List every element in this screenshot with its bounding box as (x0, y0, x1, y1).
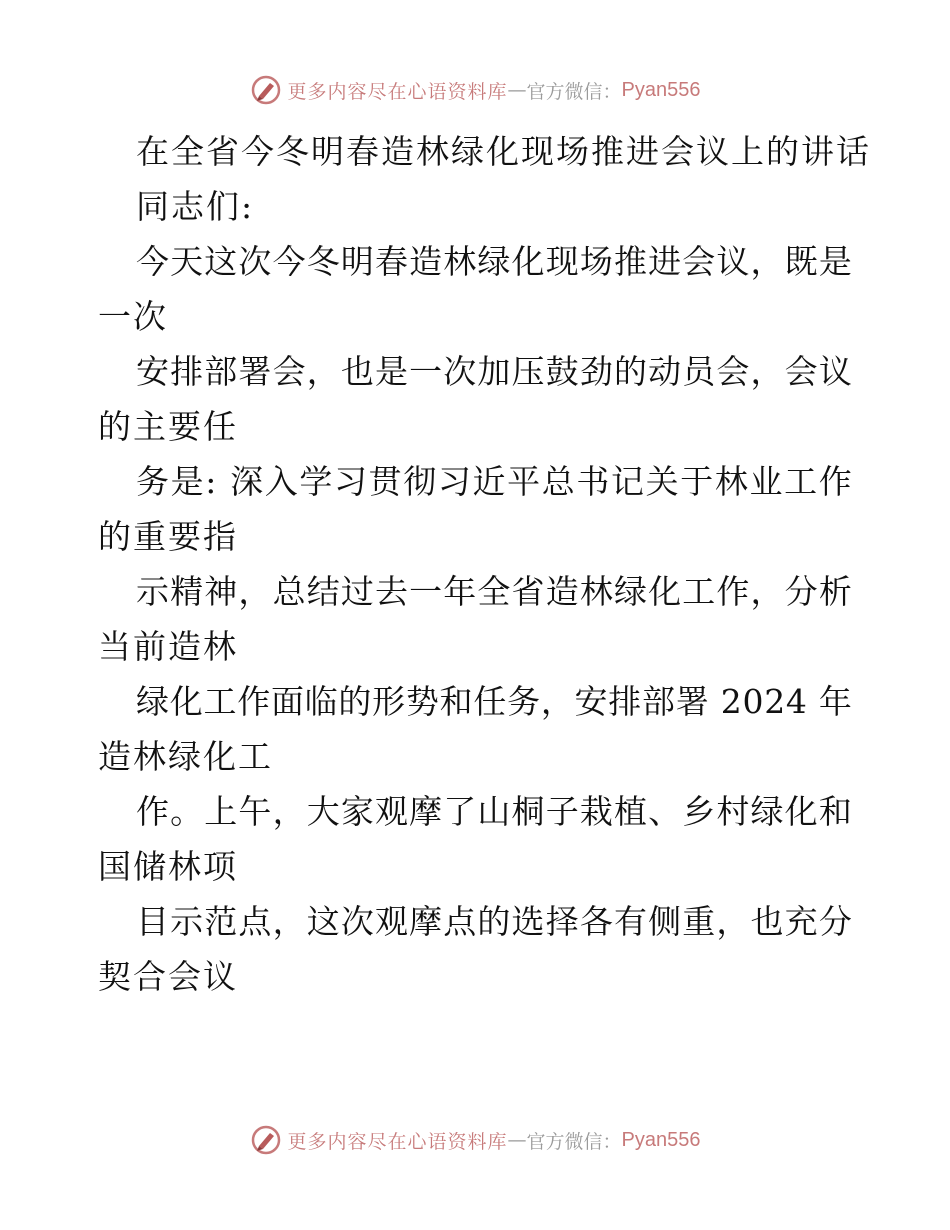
text-char: 神 (204, 572, 238, 611)
text-char: 范 (204, 902, 238, 941)
text-char: 去 (374, 572, 408, 611)
text-char: 的 (338, 682, 372, 721)
text-char: 次 (238, 242, 272, 281)
header-banner (0, 70, 950, 110)
text-char: 次 (443, 352, 477, 391)
text-char: 业 (749, 462, 783, 501)
text-char: 这 (204, 242, 238, 281)
text-char: 观 (374, 792, 408, 831)
text-char: 子 (545, 792, 579, 831)
text-char: ， (750, 352, 784, 391)
text-char: 鼓 (545, 352, 579, 391)
text-char: 作 (237, 682, 271, 721)
text-char: 家 (340, 792, 374, 831)
text-char: 摩 (409, 902, 443, 941)
text-char: 务 (136, 462, 169, 501)
banner-separator: — (507, 79, 527, 101)
paragraph-line (98, 784, 852, 839)
text-char: 场 (579, 242, 613, 281)
text-char: 绿 (477, 242, 511, 281)
text-char: ， (750, 572, 784, 611)
paragraph-line: 造林绿化工 (98, 737, 273, 776)
text-char: ， (540, 682, 574, 721)
text-char: 精 (170, 572, 204, 611)
text-char: 分 (818, 902, 852, 941)
text-char: 也 (750, 902, 784, 941)
text-char: 全 (477, 572, 511, 611)
paragraph-line: 国储林项 (98, 847, 238, 886)
text-char: 析 (818, 572, 852, 611)
text-char: 习 (437, 462, 471, 501)
banner-wechat-label: 官方微信： (526, 80, 622, 103)
text-char: 春 (374, 242, 408, 281)
text-char: 化 (511, 242, 545, 281)
text-char: 侧 (648, 902, 682, 941)
text-char: 大 (306, 792, 340, 831)
logo-icon (250, 74, 282, 106)
paragraph-line: 的主要任 (98, 407, 238, 446)
paragraph-line (98, 234, 852, 289)
banner-wechat-id: Pyan556 (621, 78, 701, 101)
text-char: 上 (204, 792, 238, 831)
paragraph-line (98, 344, 852, 399)
text-char: 这 (306, 902, 340, 941)
text-char: 彻 (403, 462, 437, 501)
text-char: 4 (785, 682, 807, 721)
text-char: 和 (818, 792, 852, 831)
text-char: 目 (136, 902, 169, 941)
paragraph-line (98, 894, 852, 949)
text-char: 工 (682, 572, 716, 611)
paragraph-line: 契合会议 (98, 957, 238, 996)
text-char: 充 (784, 902, 818, 941)
text-char: 年 (818, 682, 852, 721)
text-char: 既 (784, 242, 818, 281)
text-char: 点 (238, 902, 272, 941)
text-char: 作 (818, 462, 852, 501)
text-char: 员 (682, 352, 716, 391)
paragraph-line (98, 564, 852, 619)
text-char: ， (750, 242, 784, 281)
text-char: 工 (203, 682, 237, 721)
text-char: 关 (645, 462, 679, 501)
text-char: 示 (136, 572, 169, 611)
text-char: 选 (511, 902, 545, 941)
text-char: 深 (230, 462, 264, 501)
text-char: 今 (136, 242, 169, 281)
text-char: 部 (642, 682, 676, 721)
text-char: 乡 (682, 792, 716, 831)
text-char: 部 (204, 352, 238, 391)
text-char: 次 (340, 902, 374, 941)
text-char: 平 (507, 462, 541, 501)
text-char: 午 (238, 792, 272, 831)
text-char: 贯 (368, 462, 402, 501)
text-char: 绿 (750, 792, 784, 831)
text-char: 。 (170, 792, 204, 831)
text-char: 务 (507, 682, 541, 721)
salutation: 同志们: (136, 187, 255, 226)
text-char: 议 (716, 242, 750, 281)
text-char: 书 (576, 462, 610, 501)
text-char: 推 (613, 242, 647, 281)
text-char (808, 674, 819, 729)
text-char: 结 (306, 572, 340, 611)
text-char: 会 (716, 352, 750, 391)
text-char: 作 (716, 572, 750, 611)
text-char: 的 (613, 352, 647, 391)
text-char: 入 (264, 462, 298, 501)
text-char: 村 (716, 792, 750, 831)
banner-text: 更多内容尽在心语资料库 (287, 1130, 508, 1153)
text-char: 绿 (613, 572, 647, 611)
text-char: 习 (334, 462, 367, 501)
text-char: 也 (340, 352, 374, 391)
text-char: 天 (170, 242, 204, 281)
text-char: 学 (299, 462, 333, 501)
text-char: 面 (270, 682, 304, 721)
text-char: 一 (409, 572, 443, 611)
text-char: 近 (472, 462, 506, 501)
text-char: 安 (136, 352, 169, 391)
logo-icon (250, 1124, 282, 1156)
text-char: 各 (579, 902, 613, 941)
document-title: 在全省今冬明春造林绿化现场推进会议上的讲话 (136, 132, 871, 171)
text-char: 栽 (579, 792, 613, 831)
text-char: 省 (511, 572, 545, 611)
document-body (98, 124, 871, 1004)
text-char: 重 (682, 902, 716, 941)
text-char: 和 (439, 682, 473, 721)
text-char: 总 (541, 462, 575, 501)
footer-banner (0, 1120, 950, 1160)
text-char: 现 (545, 242, 579, 281)
text-char: 加 (477, 352, 511, 391)
text-char: 0 (742, 682, 764, 721)
text-char: ， (272, 902, 306, 941)
text-char: 年 (443, 572, 477, 611)
text-char: 压 (511, 352, 545, 391)
text-char: ， (272, 792, 306, 831)
text-char: 署 (675, 682, 709, 721)
text-char: 一 (409, 352, 443, 391)
paragraph-line: 当前造林 (98, 627, 238, 666)
text-char: ， (306, 352, 340, 391)
text-char: 会 (272, 352, 306, 391)
text-char: 林 (443, 242, 477, 281)
text-char: 造 (545, 572, 579, 611)
text-char: 于 (680, 462, 714, 501)
banner-text: 更多内容尽在心语资料库 (287, 80, 508, 103)
text-char: 择 (545, 902, 579, 941)
text-char: 总 (272, 572, 306, 611)
text-char: 工 (784, 462, 818, 501)
banner-separator: — (507, 1129, 527, 1151)
text-char: 排 (608, 682, 642, 721)
text-char: 会 (682, 242, 716, 281)
text-char: 作 (136, 792, 169, 831)
text-char: 绿 (136, 682, 169, 721)
text-char: 的 (477, 902, 511, 941)
paragraph-line (98, 454, 852, 509)
text-char: 形 (372, 682, 406, 721)
text-char: 是 (170, 462, 204, 501)
text-char: 林 (714, 462, 748, 501)
text-char: 化 (784, 792, 818, 831)
paragraph-line (98, 674, 852, 729)
paragraph-line: 的重要指 (98, 517, 238, 556)
text-char: 进 (648, 242, 682, 281)
text-char: 署 (238, 352, 272, 391)
text-char: 冬 (306, 242, 340, 281)
text-char: 植 (613, 792, 647, 831)
text-char: 临 (304, 682, 338, 721)
text-char: 记 (611, 462, 644, 501)
text-char: 今 (272, 242, 306, 281)
text-char: 会 (784, 352, 818, 391)
text-char: 山 (477, 792, 511, 831)
text-char: 分 (784, 572, 818, 611)
text-char: 观 (374, 902, 408, 941)
text-char: 化 (169, 682, 203, 721)
text-char: : (205, 462, 217, 501)
text-char: 桐 (511, 792, 545, 831)
text-char: 林 (579, 572, 613, 611)
text-char: 是 (374, 352, 408, 391)
text-char: 议 (818, 352, 852, 391)
text-char: 安 (574, 682, 608, 721)
text-char (709, 674, 720, 729)
banner-wechat-id: Pyan556 (621, 1128, 701, 1151)
text-char (218, 454, 229, 509)
text-char: 是 (818, 242, 852, 281)
text-char: 2 (764, 682, 786, 721)
text-char: 化 (648, 572, 682, 611)
text-char: 示 (170, 902, 204, 941)
paragraph-line: 一次 (98, 297, 168, 336)
text-char: ， (238, 572, 272, 611)
text-char: 势 (405, 682, 439, 721)
text-char: 动 (648, 352, 682, 391)
text-char: 劲 (579, 352, 613, 391)
text-char: 点 (443, 902, 477, 941)
text-char: 造 (409, 242, 443, 281)
text-char: 了 (443, 792, 477, 831)
text-char: 明 (340, 242, 374, 281)
text-char: 过 (340, 572, 374, 611)
text-char: 任 (473, 682, 507, 721)
text-char: 、 (648, 792, 682, 831)
text-char: 排 (170, 352, 204, 391)
text-char: 2 (720, 682, 742, 721)
banner-wechat-label: 官方微信： (526, 1130, 622, 1153)
text-char: 摩 (409, 792, 443, 831)
text-char: ， (716, 902, 750, 941)
text-char: 有 (613, 902, 647, 941)
